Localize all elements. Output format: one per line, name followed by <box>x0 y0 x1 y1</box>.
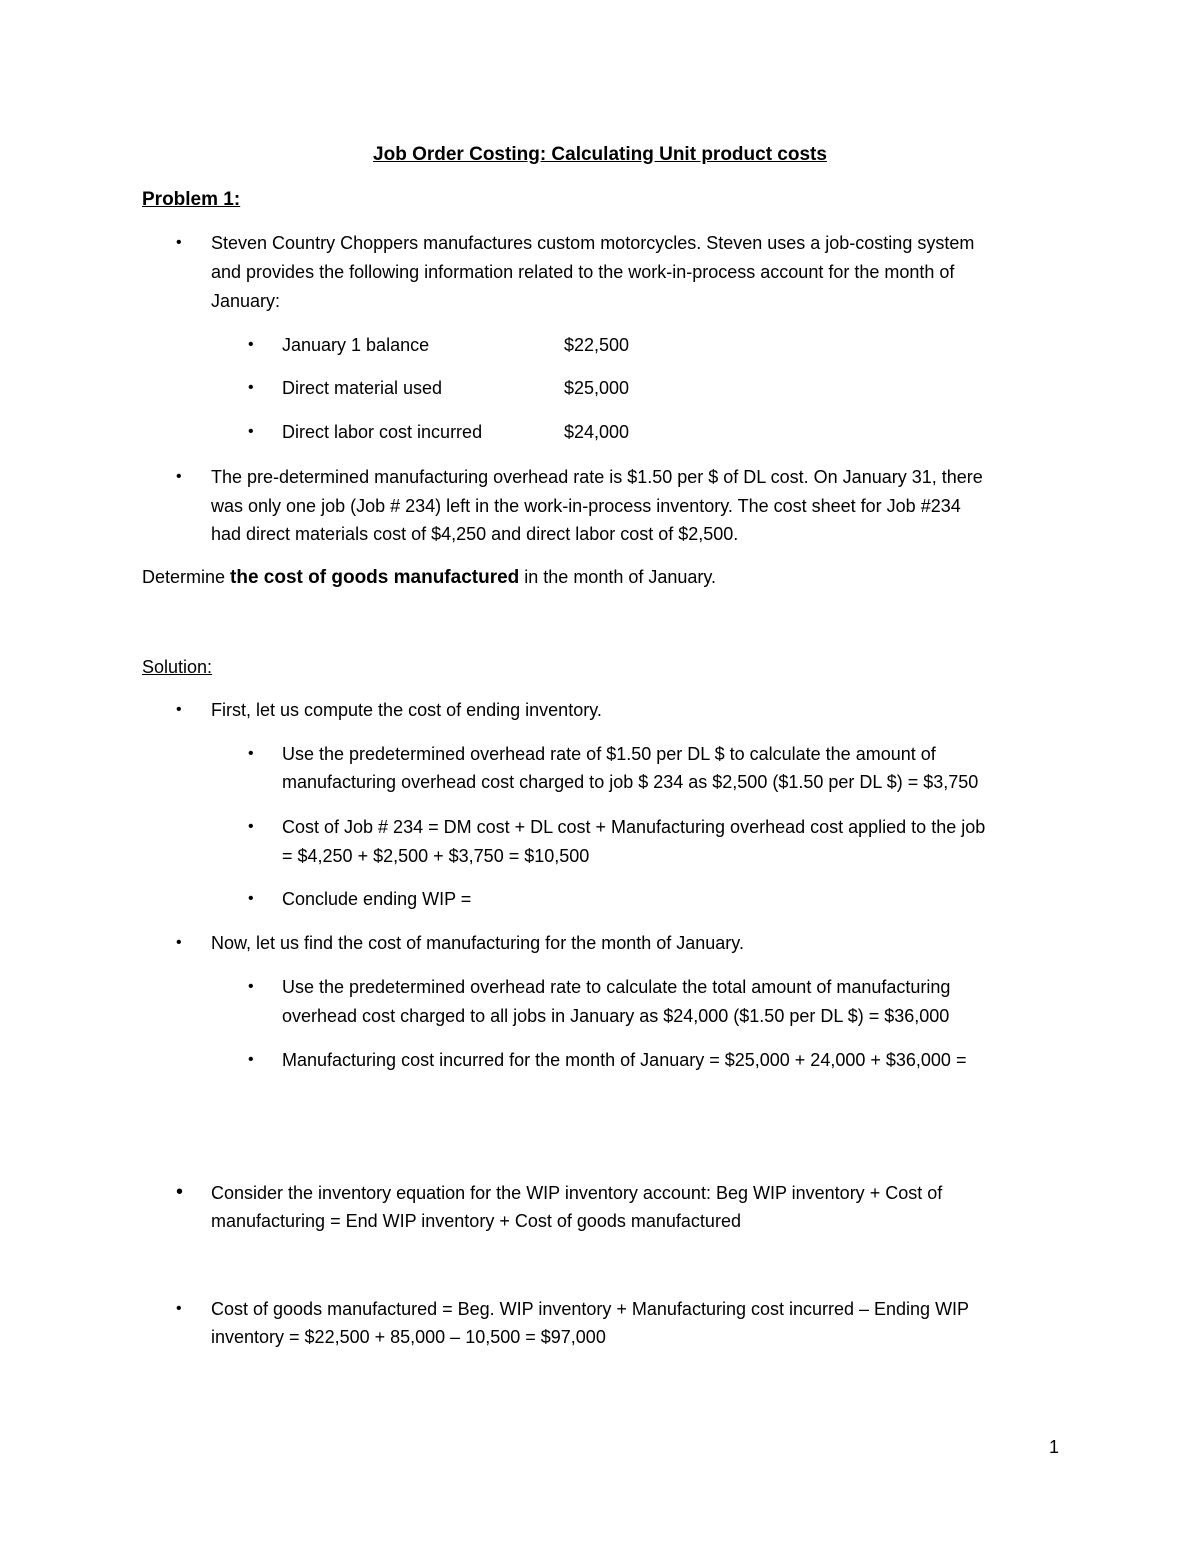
question-after: in the month of January. <box>519 567 717 587</box>
item-amount: $25,000 <box>564 378 630 398</box>
solution-step-1: First, let us compute the cost of ending inventory. <box>211 700 602 720</box>
bullet-icon: • <box>248 818 254 835</box>
item-label: Direct labor cost incurred <box>282 422 483 442</box>
step2-sub-2-line-1: Manufacturing cost incurred for the month of January = $25,000 + 24,000 + $36,000 = <box>282 1050 967 1070</box>
item-label: January 1 balance <box>282 335 430 355</box>
bullet-icon: • <box>248 336 254 353</box>
bullet-icon: • <box>176 1300 182 1317</box>
rate-line-1: The pre-determined manufacturing overhead rate is $1.50 per $ of DL cost. On January 31, there <box>211 467 983 487</box>
step1-sub-1-line-2: manufacturing overhead cost charged to job $ 234 as $2,500 ($1.50 per DL $) = $3,750 <box>282 772 979 792</box>
step1-sub-3-line-1: Conclude ending WIP = <box>282 889 472 909</box>
bullet-icon: • <box>248 1051 254 1068</box>
bullet-icon: • <box>248 745 254 762</box>
bullet-icon: • <box>176 1181 184 1203</box>
item-amount: $22,500 <box>564 335 630 355</box>
document-title: Job Order Costing: Calculating Unit product costs <box>373 144 827 165</box>
page-number: 1 <box>1049 1437 1060 1457</box>
bullet-icon: • <box>248 423 254 440</box>
question <box>142 563 716 592</box>
problem-intro-line-3: January: <box>211 291 281 311</box>
problem-intro-line-2: and provides the following information related to the work-in-process account for the month of <box>211 262 955 282</box>
step2-sub-1-line-2: overhead cost charged to all jobs in January as $24,000 ($1.50 per DL $) = $36,000 <box>282 1006 950 1026</box>
rate-line-3: had direct materials cost of $4,250 and direct labor cost of $2,500. <box>211 524 739 544</box>
step1-sub-2-line-1: Cost of Job # 234 = DM cost + DL cost + Manufacturing overhead cost applied to the job <box>282 817 986 837</box>
solution-step-4-line-1: Cost of goods manufactured = Beg. WIP inventory + Manufacturing cost incurred – Ending WIP <box>211 1299 970 1319</box>
problem-intro-line-1: Steven Country Choppers manufactures custom motorcycles. Steven uses a job-costing system <box>211 233 975 253</box>
solution-step-2: Now, let us find the cost of manufacturing for the month of January. <box>211 933 744 953</box>
bullet-icon: • <box>248 978 254 995</box>
solution-step-3-line-2: manufacturing = End WIP inventory + Cost of goods manufactured <box>211 1211 741 1231</box>
item-label: Direct material used <box>282 378 443 398</box>
bullet-icon: • <box>176 701 182 718</box>
solution-heading: Solution: <box>142 657 213 677</box>
question-before: Determine <box>142 567 231 587</box>
step2-sub-1-line-1: Use the predetermined overhead rate to calculate the total amount of manufacturing <box>282 977 951 997</box>
bullet-icon: • <box>176 934 182 951</box>
item-amount: $24,000 <box>564 422 630 442</box>
question-emphasis: the cost of goods manufactured <box>230 567 520 588</box>
bullet-icon: • <box>176 234 182 251</box>
step1-sub-2-line-2: = $4,250 + $2,500 + $3,750 = $10,500 <box>282 846 590 866</box>
solution-step-4-line-2: inventory = $22,500 + 85,000 – 10,500 = $97,000 <box>211 1327 606 1347</box>
bullet-icon: • <box>248 379 254 396</box>
bullet-icon: • <box>176 468 182 485</box>
solution-step-3-line-1: Consider the inventory equation for the WIP inventory account: Beg WIP inventory + Cost of <box>211 1183 943 1203</box>
bullet-icon: • <box>248 890 254 907</box>
rate-line-2: was only one job (Job # 234) left in the work-in-process inventory. The cost sheet for Job #234 <box>211 496 961 516</box>
problem-heading: Problem 1: <box>142 189 241 210</box>
step1-sub-1-line-1: Use the predetermined overhead rate of $1.50 per DL $ to calculate the amount of <box>282 744 936 764</box>
